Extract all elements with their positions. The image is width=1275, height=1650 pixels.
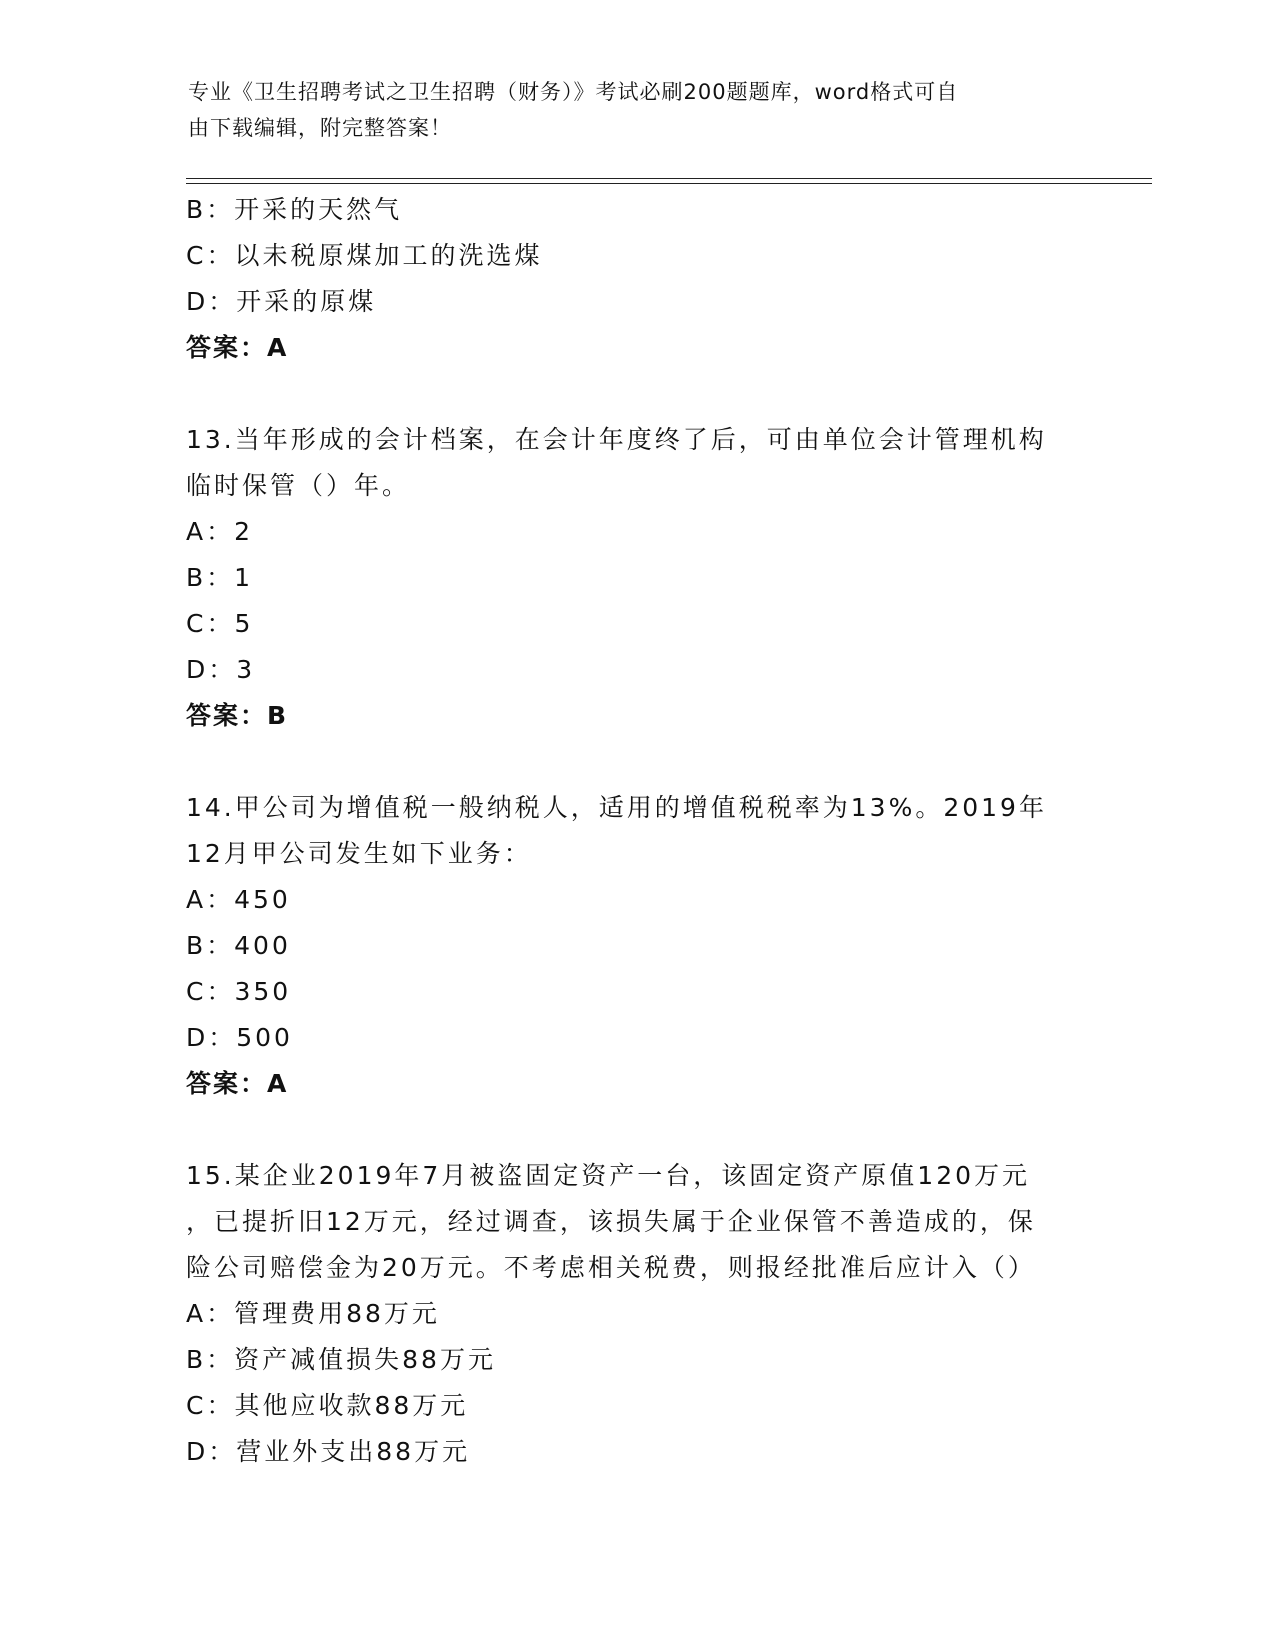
header-divider-top <box>186 178 1152 179</box>
answer-label: 答案：A <box>186 333 289 362</box>
option-c: C：5 <box>186 609 254 638</box>
option-b: B：400 <box>186 931 291 960</box>
option-d: D：营业外支出88万元 <box>186 1437 471 1466</box>
question-text-line: 15.某企业2019年7月被盗固定资产一台，该固定资产原值120万元 <box>186 1161 1031 1190</box>
spacer <box>186 1107 1086 1153</box>
option-d: D：3 <box>186 655 256 684</box>
option-a: A：450 <box>186 885 291 914</box>
question-text-line: 险公司赔偿金为20万元。不考虑相关税费，则报经批准后应计入（） <box>186 1253 1036 1282</box>
option-d: D：开采的原煤 <box>186 287 377 316</box>
question-list <box>186 187 1086 1475</box>
option-c: C：其他应收款88万元 <box>186 1391 469 1420</box>
question-text-line: 14.甲公司为增值税一般纳税人，适用的增值税税率为13%。2019年 <box>186 793 1047 822</box>
option-c: C：以未税原煤加工的洗选煤 <box>186 241 543 270</box>
option-a: A：2 <box>186 517 254 546</box>
answer-label: 答案：A <box>186 1069 289 1098</box>
document-header <box>188 74 1088 146</box>
option-b: B：1 <box>186 563 254 592</box>
question-12-tail <box>186 187 1086 371</box>
option-d: D：500 <box>186 1023 293 1052</box>
option-b: B：资产减值损失88万元 <box>186 1345 496 1374</box>
question-15 <box>186 1153 1086 1475</box>
question-text-line: 12月甲公司发生如下业务： <box>186 839 532 868</box>
question-14 <box>186 785 1086 1107</box>
question-text-line: 临时保管（）年。 <box>186 471 411 500</box>
option-c: C：350 <box>186 977 292 1006</box>
answer-label: 答案：B <box>186 701 289 730</box>
spacer <box>186 371 1086 417</box>
header-title-line-1: 专业《卫生招聘考试之卫生招聘（财务）》考试必刷200题题库，word格式可自 <box>188 80 959 104</box>
option-a: A：管理费用88万元 <box>186 1299 440 1328</box>
question-text-line: ，已提折旧12万元，经过调查，该损失属于企业保管不善造成的，保 <box>186 1207 1036 1236</box>
question-13 <box>186 417 1086 739</box>
option-b: B：开采的天然气 <box>186 195 403 224</box>
spacer <box>186 739 1086 785</box>
header-title-line-2: 由下载编辑，附完整答案！ <box>188 116 452 140</box>
question-text-line: 13.当年形成的会计档案，在会计年度终了后，可由单位会计管理机构 <box>186 425 1047 454</box>
header-divider-bottom <box>186 183 1152 184</box>
